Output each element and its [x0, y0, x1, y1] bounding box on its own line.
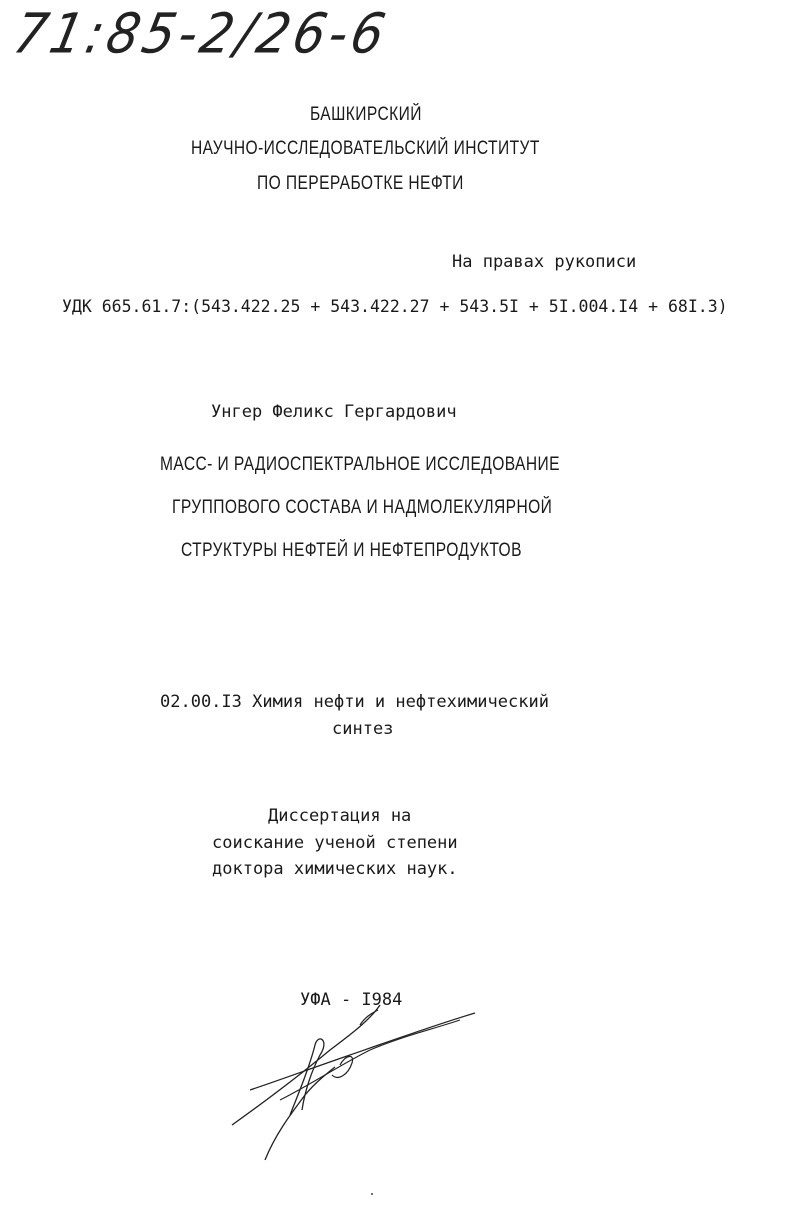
archive-code-handwritten: 71:85-2/26-6 — [8, 2, 395, 66]
degree-line-1: Диссертация на — [268, 806, 412, 826]
degree-line-2: соискание ученой степени — [212, 833, 458, 853]
author-signature — [220, 995, 490, 1175]
udk-code: УДК 665.61.7:(543.422.25 + 543.422.27 + 543.5I + 5I.004.I4 + 68I.3) — [62, 297, 728, 316]
title-line-1: МАСС- И РАДИОСПЕКТРАЛЬНОЕ ИССЛЕДОВАНИЕ — [160, 454, 560, 475]
manuscript-rights: На правах рукописи — [452, 252, 637, 272]
specialty-line-2: синтез — [332, 719, 394, 739]
degree-line-3: доктора химических наук. — [212, 859, 458, 879]
institute-line-1: БАШКИРСКИЙ — [310, 104, 422, 125]
institute-line-2: НАУЧНО-ИССЛЕДОВАТЕЛЬСКИЙ ИНСТИТУТ — [191, 138, 540, 159]
title-line-3: СТРУКТУРЫ НЕФТЕЙ И НЕФТЕПРОДУКТОВ — [181, 540, 522, 561]
title-line-2: ГРУППОВОГО СОСТАВА И НАДМОЛЕКУЛЯРНОЙ — [172, 497, 553, 518]
institute-line-3: ПО ПЕРЕРАБОТКЕ НЕФТИ — [257, 173, 464, 194]
speck-mark — [371, 1193, 373, 1195]
author-name: Унгер Феликс Гергардович — [211, 402, 457, 422]
specialty-line-1: 02.00.I3 Химия нефти и нефтехимический — [160, 692, 549, 712]
place-and-year: УФА - I984 — [300, 990, 403, 1010]
